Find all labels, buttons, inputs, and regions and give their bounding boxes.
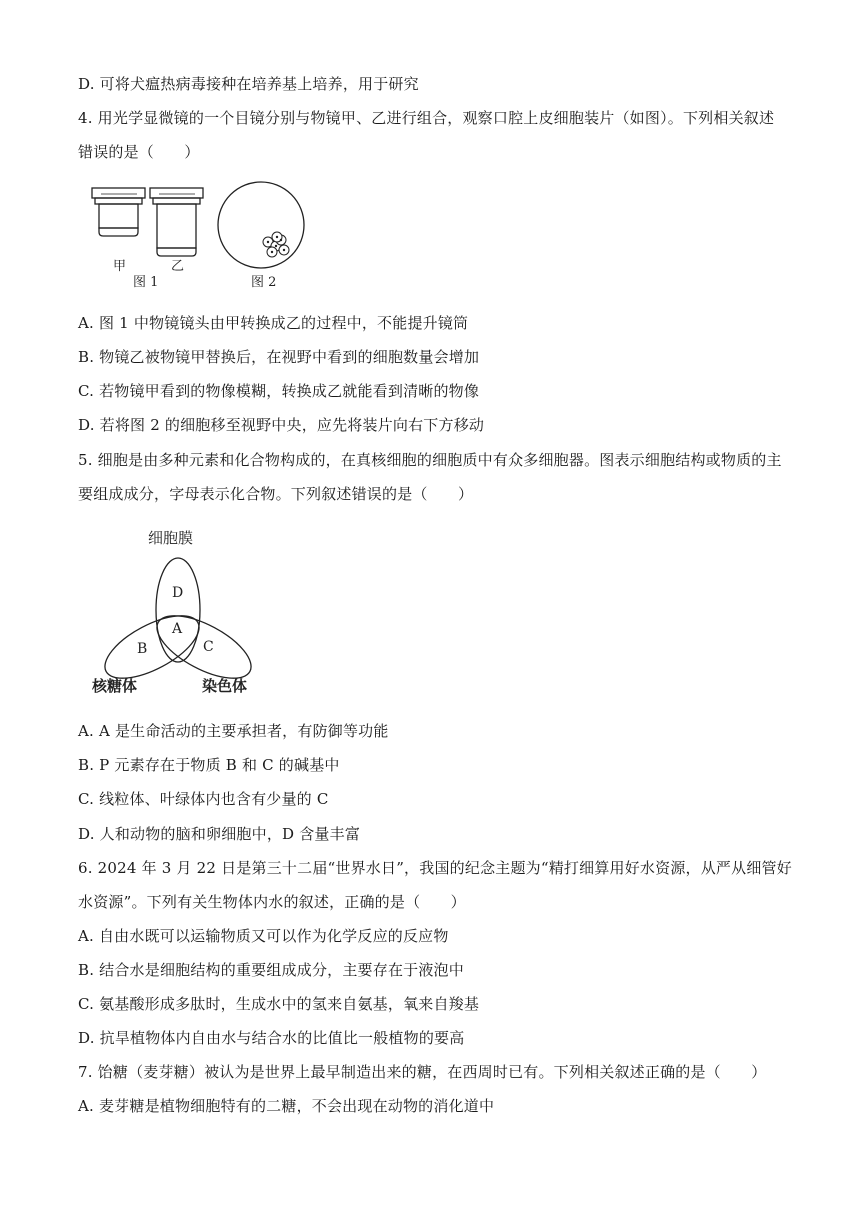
label-A: A (172, 621, 183, 637)
label-ribosome: 核糖体 (92, 677, 138, 695)
label-B: B (137, 641, 148, 657)
q6-stem-line2: 水资源”。下列有关生物体内水的叙述，正确的是（ ） (78, 893, 466, 911)
objective-yi (150, 188, 203, 256)
q6-option-c: C. 氨基酸形成多肽时，生成水中的氢来自氨基，氧来自羧基 (78, 995, 480, 1013)
q5-stem-line2: 要组成成分，字母表示化合物。下列叙述错误的是（ ） (78, 485, 474, 503)
caption-fig2: 图 2 (251, 275, 277, 290)
field-of-view (218, 182, 304, 268)
label-jia: 甲 (113, 259, 127, 274)
q4-stem-line2: 错误的是（ ） (78, 143, 200, 161)
q7-stem: 7. 饴糖（麦芽糖）被认为是世界上最早制造出来的糖，在西周时已有。下列相关叙述正确的是（ ） (78, 1063, 767, 1081)
microscope-objectives-figure (85, 180, 315, 295)
q4-option-c: C. 若物镜甲看到的物像模糊，转换成乙就能看到清晰的物像 (78, 382, 480, 400)
caption-fig1: 图 1 (133, 275, 159, 290)
q4-stem-line1: 4. 用光学显微镜的一个目镜分别与物镜甲、乙进行组合，观察口腔上皮细胞装片（如图）。下列相关叙述 (78, 109, 775, 127)
q4-option-d: D. 若将图 2 的细胞移至视野中央，应先将装片向右下方移动 (78, 416, 485, 434)
cheek-cells-cluster (263, 232, 289, 257)
q4-option-b: B. 物镜乙被物镜甲替换后，在视野中看到的细胞数量会增加 (78, 348, 480, 366)
label-D: D (172, 585, 184, 601)
membrane-ellipse (156, 558, 200, 662)
label-C: C (203, 639, 214, 655)
q5-option-b: B. P 元素存在于物质 B 和 C 的碱基中 (78, 756, 340, 774)
q5-stem-line1: 5. 细胞是由多种元素和化合物构成的，在真核细胞的细胞质中有众多细胞器。图表示细胞结构或物质的主 (78, 451, 782, 469)
q6-option-a: A. 自由水既可以运输物质又可以作为化学反应的反应物 (78, 927, 449, 945)
label-chromosome: 染色体 (202, 677, 248, 695)
q6-option-d: D. 抗旱植物体内自由水与结合水的比值比一般植物的要高 (78, 1029, 465, 1047)
q5-option-a: A. A 是生命活动的主要承担者，有防御等功能 (78, 722, 389, 740)
label-yi: 乙 (171, 259, 185, 274)
q3-option-d: D. 可将犬瘟热病毒接种在培养基上培养，用于研究 (78, 75, 419, 93)
cell-structure-venn-diagram (90, 525, 265, 700)
q5-option-d: D. 人和动物的脑和卵细胞中，D 含量丰富 (78, 825, 361, 843)
objective-jia (92, 188, 145, 236)
q5-option-c: C. 线粒体、叶绿体内也含有少量的 C (78, 790, 329, 808)
q6-stem-line1: 6. 2024 年 3 月 22 日是第三十二届“世界水日”，我国的纪念主题为“精打细算用好水资源，从严从细管好 (78, 859, 792, 877)
label-cell-membrane: 细胞膜 (148, 529, 194, 547)
q4-option-a: A. 图 1 中物镜镜头由甲转换成乙的过程中，不能提升镜筒 (78, 314, 469, 332)
q7-option-a: A. 麦芽糖是植物细胞特有的二糖，不会出现在动物的消化道中 (78, 1097, 495, 1115)
q6-option-b: B. 结合水是细胞结构的重要组成成分，主要存在于液泡中 (78, 961, 464, 979)
